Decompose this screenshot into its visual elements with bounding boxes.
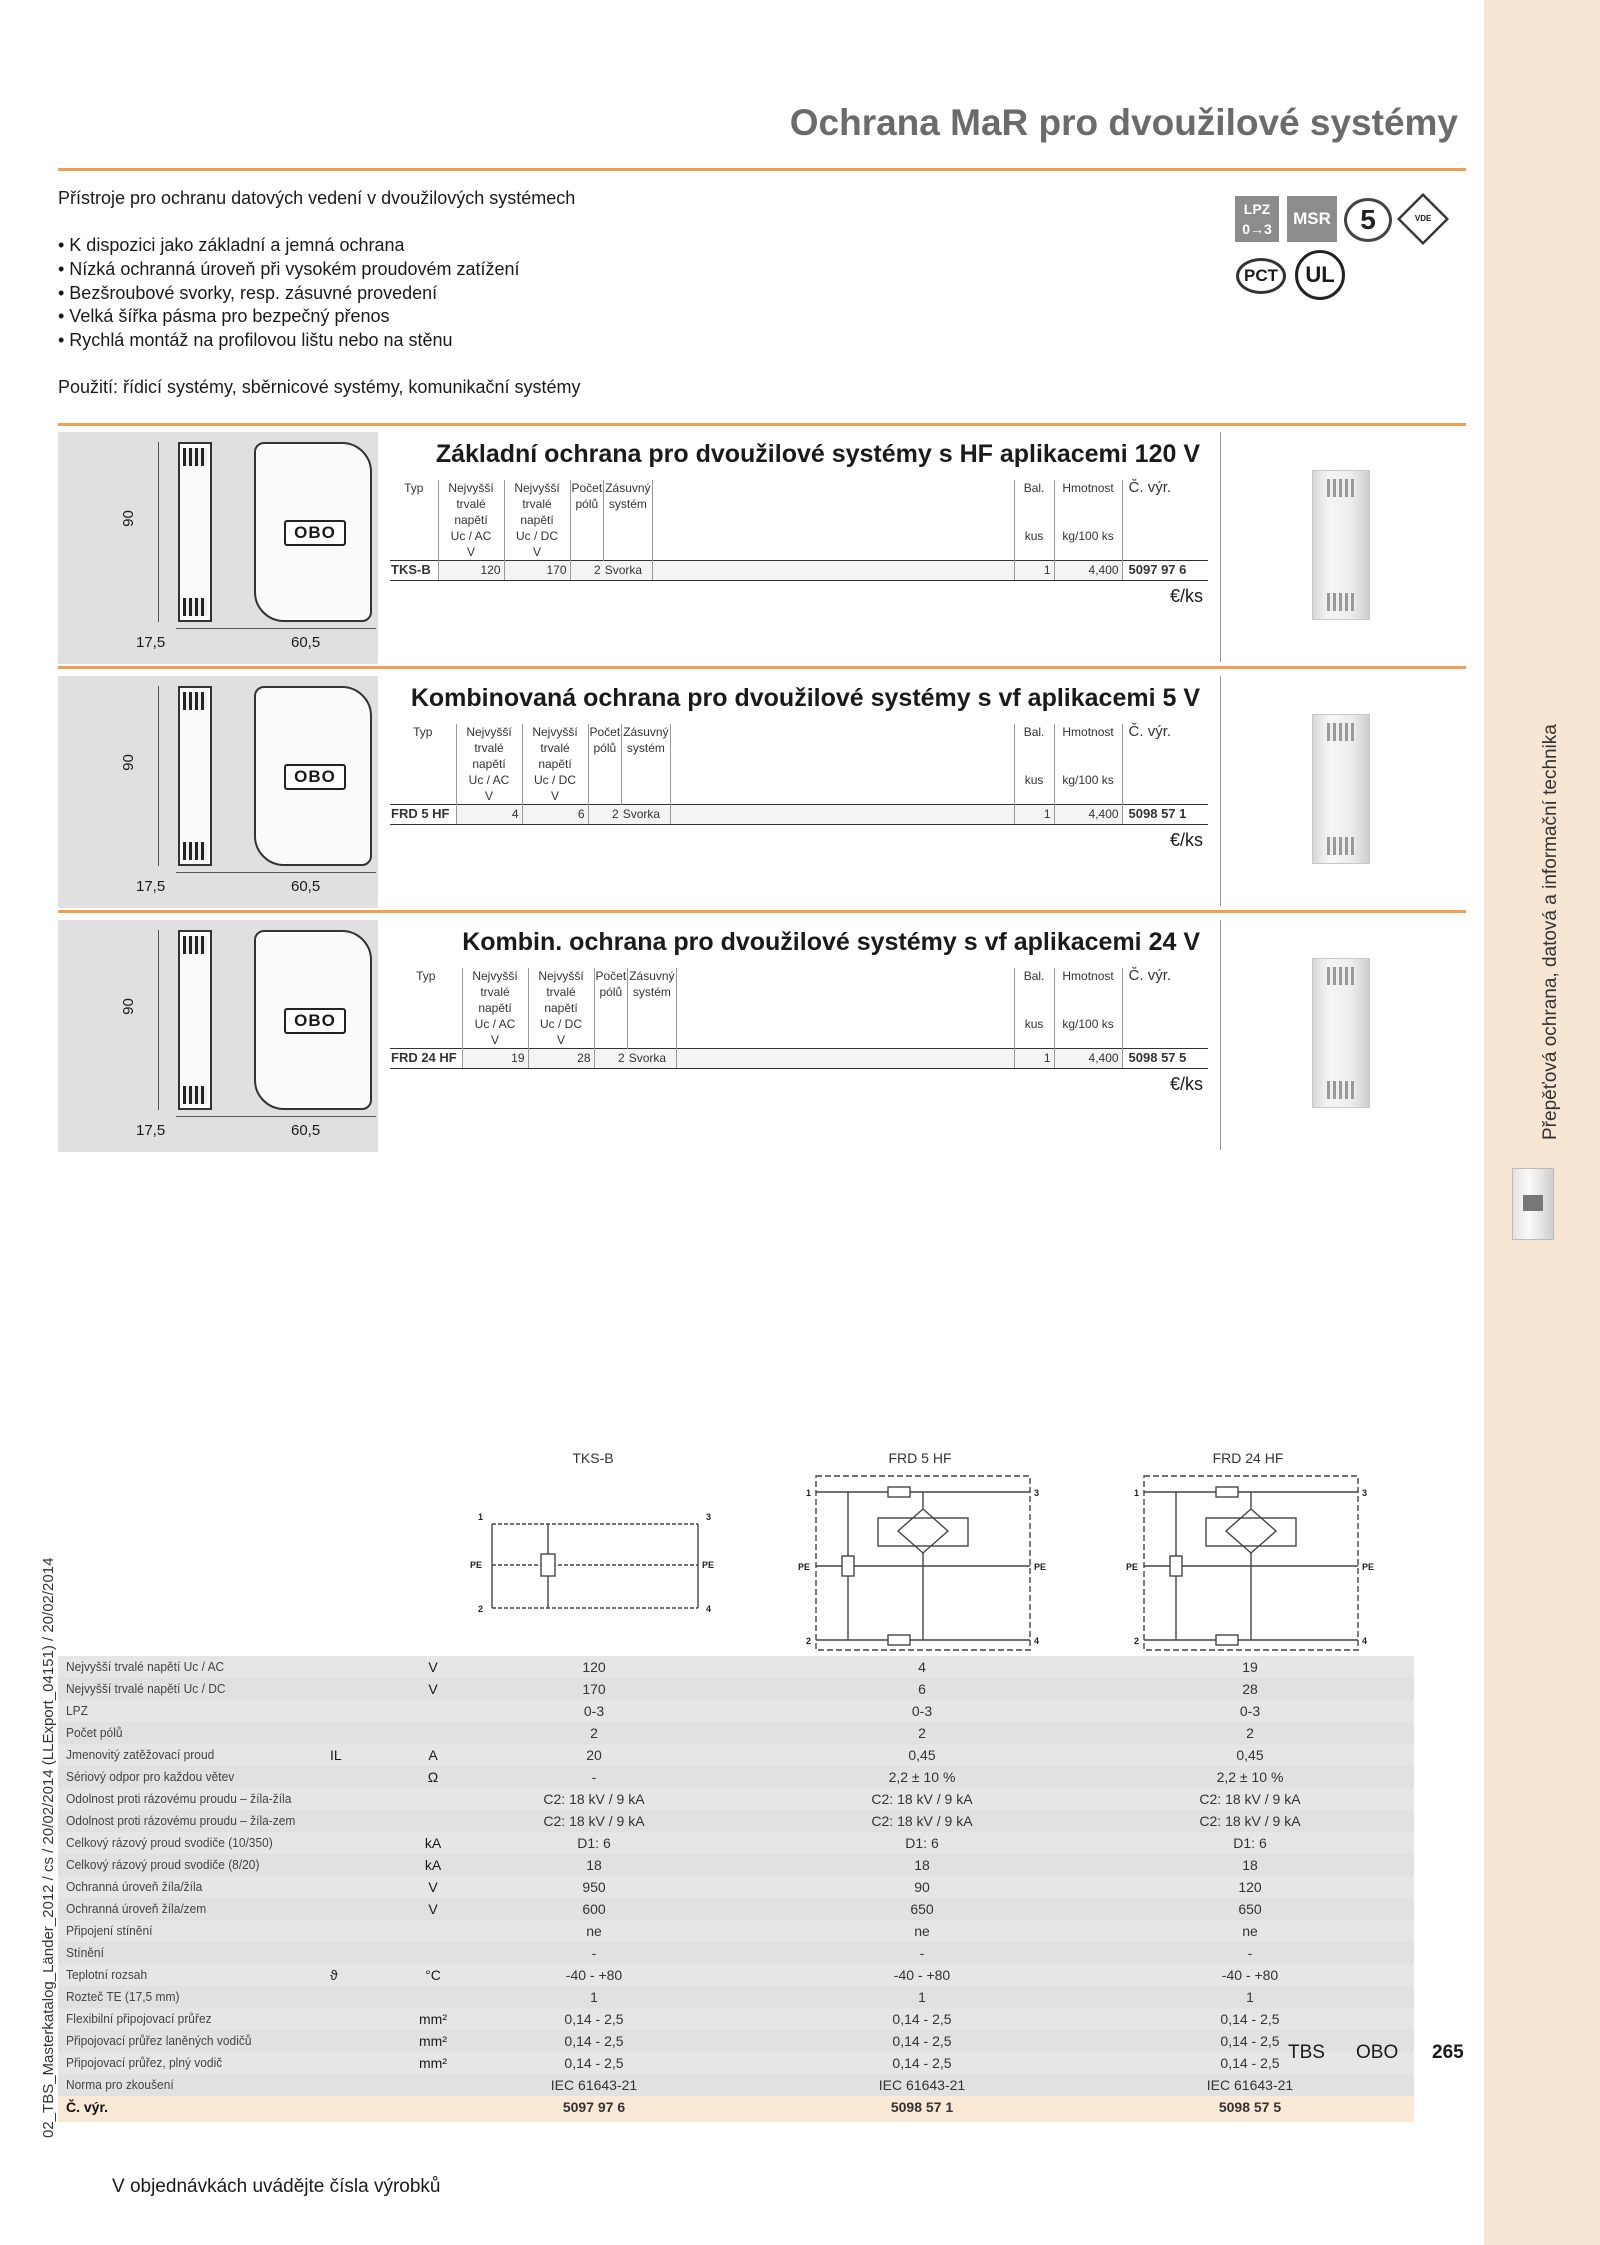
- spec-row: [58, 1986, 1414, 2008]
- column-divider: [1220, 920, 1221, 1150]
- spec-unit: kA: [424, 1835, 442, 1851]
- spec-row: [58, 1942, 1414, 1964]
- spec-value-frd-24-hf: 0,14 - 2,5: [1220, 2033, 1280, 2049]
- page-title: Ochrana MaR pro dvoužilové systémy: [789, 102, 1458, 143]
- spec-value-frd-5-hf: 650: [910, 1901, 934, 1917]
- spec-value-frd-5-hf: 5098 57 1: [890, 2099, 954, 2115]
- intro-bullet: • Nízká ochranná úroveň při vysokém proudovém zatížení: [58, 259, 520, 279]
- spec-label: Nejvyšší trvalé napětí Uc / DC: [66, 1681, 226, 1696]
- spec-value-frd-24-hf: 0,14 - 2,5: [1220, 2011, 1280, 2027]
- spec-label: LPZ: [66, 1703, 88, 1718]
- obo-logo: OBO: [284, 520, 346, 546]
- column-divider: [1220, 676, 1221, 906]
- spec-value-frd-5-hf: 6: [918, 1681, 926, 1697]
- spec-value-frd-24-hf: 650: [1238, 1901, 1262, 1917]
- price-unit: €/ks: [1170, 830, 1204, 850]
- spec-value-frd-5-hf: -: [919, 1945, 925, 1961]
- spec-label: Jmenovitý zatěžovací proud: [66, 1747, 215, 1762]
- spec-value-frd-5-hf: 2,2 ± 10 %: [888, 1769, 956, 1785]
- spec-unit: Ω: [427, 1769, 439, 1785]
- spec-value-tks-b: IEC 61643-21: [550, 2077, 638, 2093]
- spec-row: [58, 1722, 1414, 1744]
- spec-value-tks-b: 20: [586, 1747, 602, 1763]
- product-article-number: 5098 57 5: [1122, 1049, 1208, 1069]
- section-divider: [58, 423, 1466, 426]
- spec-value-frd-5-hf: 4: [918, 1659, 926, 1675]
- obo-logo: OBO: [284, 1008, 346, 1034]
- product-table: Typ Nejvyšší trvalé napětí Uc / AC V Nejvyšší trvalé napětí Uc / DC V Počet pólů Zásuvný systém Bal. kus Hmotnost kg/100 ks Č. výr. FRD 24 HF 19 28 2 Svorka 1 4,400 5098 57 5: [390, 968, 1208, 1069]
- spec-label: Nejvyšší trvalé napětí Uc / AC: [66, 1659, 225, 1674]
- spec-unit: A: [428, 1747, 438, 1763]
- dimension-drawing: 90 OBO 17,5 60,5: [58, 676, 378, 908]
- spec-value-frd-24-hf: C2: 18 kV / 9 kA: [1199, 1791, 1301, 1807]
- ul-mark-icon: UL: [1295, 250, 1345, 300]
- intro-bullet: • Rychlá montáž na profilovou lištu nebo na stěnu: [58, 330, 453, 350]
- intro-bullet: • K dispozici jako základní a jemná ochrana: [58, 235, 405, 255]
- spec-label: Celkový rázový proud svodiče (8/20): [66, 1857, 260, 1872]
- spec-value-frd-24-hf: 0,45: [1236, 1747, 1264, 1763]
- spec-value-tks-b: 18: [586, 1857, 602, 1873]
- side-chapter-label: Přepěťová ochrana, datová a informační technika: [1540, 724, 1561, 1140]
- spec-value-frd-5-hf: IEC 61643-21: [878, 2077, 966, 2093]
- spec-unit: mm²: [419, 2011, 447, 2027]
- spec-value-frd-5-hf: C2: 18 kV / 9 kA: [871, 1813, 973, 1829]
- product-table: Typ Nejvyšší trvalé napětí Uc / AC V Nejvyšší trvalé napětí Uc / DC V Počet pólů Zásuvný systém Bal. kus Hmotnost kg/100 ks Č. výr. TKS-B 120 170 2 Svorka 1 4,400 5097 97 6: [390, 480, 1208, 581]
- spec-row: [58, 1854, 1414, 1876]
- spec-row: [58, 2096, 1414, 2122]
- spec-label: Rozteč TE (17,5 mm): [66, 1989, 180, 2004]
- spec-value-tks-b: -: [591, 1769, 597, 1785]
- spec-value-frd-24-hf: IEC 61643-21: [1206, 2077, 1294, 2093]
- spec-value-tks-b: C2: 18 kV / 9 kA: [543, 1813, 645, 1829]
- intro-bullet: • Bezšroubové svorky, resp. zásuvné provedení: [58, 283, 438, 303]
- spec-value-frd-24-hf: -40 - +80: [1221, 1967, 1279, 1983]
- spec-value-tks-b: 600: [582, 1901, 606, 1917]
- spec-value-tks-b: 5097 97 6: [562, 2099, 626, 2115]
- svg-text:PE: PE: [1034, 1562, 1047, 1572]
- spec-label: Stínění: [66, 1945, 104, 1960]
- spec-value-frd-5-hf: 0,45: [908, 1747, 936, 1763]
- diagram-label: TKS-B: [572, 1450, 614, 1466]
- spec-value-tks-b: 0,14 - 2,5: [564, 2033, 624, 2049]
- spec-label: Ochranná úroveň žíla/žíla: [66, 1879, 203, 1894]
- spec-symbol: ϑ: [330, 1967, 338, 1983]
- dimension-drawing: 90 OBO 17,5 60,5: [58, 920, 378, 1152]
- spec-label: Teplotní rozsah: [66, 1967, 148, 1982]
- spec-label: Sériový odpor pro každou větev: [66, 1769, 235, 1784]
- intro-bullet: • Velká šířka pásma pro bezpečný přenos: [58, 306, 390, 326]
- spec-value-frd-5-hf: C2: 18 kV / 9 kA: [871, 1791, 973, 1807]
- svg-text:PE: PE: [1126, 1562, 1139, 1572]
- spec-label: Odolnost proti rázovému proudu – žíla-zem: [66, 1813, 296, 1828]
- price-unit: €/ks: [1170, 586, 1204, 606]
- spec-value-frd-24-hf: D1: 6: [1233, 1835, 1267, 1851]
- spec-value-tks-b: 120: [582, 1659, 606, 1675]
- svg-text:3: 3: [1034, 1488, 1040, 1498]
- spec-value-frd-24-hf: 0-3: [1239, 1703, 1261, 1719]
- spec-value-frd-24-hf: 0,14 - 2,5: [1220, 2055, 1280, 2071]
- spec-label: Celkový rázový proud svodiče (10/350): [66, 1835, 273, 1850]
- product-article-number: 5097 97 6: [1122, 561, 1208, 581]
- spec-label: Flexibilní připojovací průřez: [66, 2011, 212, 2026]
- product-photo: [1312, 714, 1370, 864]
- spec-label: Norma pro zkoušení: [66, 2077, 174, 2092]
- product-type: TKS-B: [390, 561, 438, 581]
- spec-value-frd-5-hf: 18: [914, 1857, 930, 1873]
- footer-obo: OBO: [1356, 2042, 1399, 2063]
- spec-label: Odolnost proti rázovému proudu – žíla-žíla: [66, 1791, 292, 1806]
- svg-text:PE: PE: [798, 1562, 811, 1572]
- spec-value-frd-5-hf: 0,14 - 2,5: [892, 2055, 952, 2071]
- spec-value-frd-5-hf: 0,14 - 2,5: [892, 2011, 952, 2027]
- pe-label: PE: [470, 1560, 483, 1570]
- pin-label: 4: [706, 1604, 712, 1614]
- frd-5-hf-circuit-diagram: [798, 1474, 1048, 1654]
- spec-row: [58, 1810, 1414, 1832]
- spec-label: Připojovací průřez laněných vodičů: [66, 2033, 252, 2048]
- spec-value-tks-b: 1: [590, 1989, 598, 2005]
- spec-row: [58, 2074, 1414, 2096]
- product-photo: [1312, 958, 1370, 1108]
- spec-row: [58, 1700, 1414, 1722]
- page-number: 265: [1432, 2042, 1464, 2063]
- svg-text:1: 1: [806, 1488, 812, 1498]
- pin-label: 1: [478, 1512, 484, 1522]
- spec-value-tks-b: -: [591, 1945, 597, 1961]
- price-unit: €/ks: [1170, 1074, 1204, 1094]
- spec-unit: V: [428, 1879, 438, 1895]
- module-front-view: [178, 442, 212, 622]
- spec-unit: V: [428, 1681, 438, 1697]
- product-article-number: 5098 57 1: [1122, 805, 1208, 825]
- side-product-thumbnail: [1512, 1168, 1554, 1240]
- footer-note: V objednávkách uvádějte čísla výrobků: [112, 2176, 441, 2197]
- section-divider: [58, 910, 1466, 913]
- pin-label: 2: [478, 1604, 484, 1614]
- svg-text:1: 1: [1134, 1488, 1140, 1498]
- spec-symbol: IL: [330, 1747, 342, 1763]
- technical-data-table: [58, 1656, 1414, 2122]
- spec-value-frd-24-hf: 19: [1242, 1659, 1258, 1675]
- spec-value-frd-24-hf: 2: [1246, 1725, 1254, 1741]
- spec-value-frd-24-hf: ne: [1242, 1923, 1258, 1939]
- spec-label: Počet pólů: [66, 1725, 123, 1740]
- spec-row: [58, 1920, 1414, 1942]
- spec-value-frd-5-hf: 2: [918, 1725, 926, 1741]
- spec-value-frd-5-hf: 0-3: [911, 1703, 933, 1719]
- spec-label: Připojení stínění: [66, 1923, 153, 1938]
- spec-unit: mm²: [419, 2033, 447, 2049]
- spec-row: [58, 1898, 1414, 1920]
- spec-value-frd-5-hf: 90: [914, 1879, 930, 1895]
- module-front-view: [178, 686, 212, 866]
- obo-logo: OBO: [284, 764, 346, 790]
- spec-value-tks-b: -40 - +80: [565, 1967, 623, 1983]
- spec-value-tks-b: 0,14 - 2,5: [564, 2011, 624, 2027]
- spec-unit: kA: [424, 1857, 442, 1873]
- spec-row: [58, 2008, 1414, 2030]
- spec-value-tks-b: 0-3: [583, 1703, 605, 1719]
- svg-text:2: 2: [1134, 1636, 1140, 1646]
- spec-value-tks-b: ne: [586, 1923, 602, 1939]
- spec-value-tks-b: 950: [582, 1879, 606, 1895]
- spec-row: [58, 1788, 1414, 1810]
- spec-unit: V: [428, 1901, 438, 1917]
- spec-value-frd-5-hf: -40 - +80: [893, 1967, 951, 1983]
- frd-24-hf-circuit-diagram: [1126, 1474, 1376, 1654]
- spec-value-frd-5-hf: ne: [914, 1923, 930, 1939]
- spec-value-frd-24-hf: 1: [1246, 1989, 1254, 2005]
- spec-row: [58, 2030, 1414, 2052]
- spec-unit: mm²: [419, 2055, 447, 2071]
- title-divider: [58, 168, 1466, 171]
- msr-badge: MSR: [1287, 196, 1337, 242]
- column-divider: [1220, 432, 1221, 662]
- section-divider: [58, 666, 1466, 669]
- spec-value-frd-24-hf: 2,2 ± 10 %: [1216, 1769, 1284, 1785]
- module-front-view: [178, 930, 212, 1110]
- product-title: Kombin. ochrana pro dvoužilové systémy s vf aplikacemi 24 V: [462, 928, 1200, 956]
- spec-value-tks-b: D1: 6: [577, 1835, 611, 1851]
- dimension-drawing: 90 OBO 17,5 60,5: [58, 432, 378, 664]
- spec-unit: °C: [425, 1967, 441, 1983]
- intro-usage: Použití: řídicí systémy, sběrnicové systémy, komunikační systémy: [58, 377, 581, 397]
- vde-mark-icon: VDE: [1397, 193, 1449, 245]
- five-year-guarantee-icon: 5: [1344, 198, 1392, 242]
- svg-text:3: 3: [1362, 1488, 1368, 1498]
- pe-label: PE: [702, 1560, 715, 1570]
- product-title: Kombinovaná ochrana pro dvoužilové systémy s vf aplikacemi 5 V: [410, 684, 1200, 712]
- product-type: FRD 5 HF: [390, 805, 456, 825]
- spec-label: Č. výr.: [66, 2099, 109, 2115]
- spec-value-tks-b: 2: [590, 1725, 598, 1741]
- spec-value-tks-b: 0,14 - 2,5: [564, 2055, 624, 2071]
- spec-value-frd-24-hf: -: [1247, 1945, 1253, 1961]
- spec-label: Připojovací průřez, plný vodič: [66, 2055, 223, 2070]
- spec-row: [58, 2052, 1414, 2074]
- spec-value-frd-24-hf: 28: [1242, 1681, 1258, 1697]
- svg-text:PE: PE: [1362, 1562, 1375, 1572]
- spec-value-frd-24-hf: 5098 57 5: [1218, 2099, 1282, 2115]
- svg-text:4: 4: [1362, 1636, 1368, 1646]
- spec-value-frd-5-hf: 1: [918, 1989, 926, 2005]
- spec-value-frd-24-hf: C2: 18 kV / 9 kA: [1199, 1813, 1301, 1829]
- svg-text:2: 2: [806, 1636, 812, 1646]
- lpz-badge: LPZ 0→3: [1235, 196, 1279, 242]
- spec-label: Ochranná úroveň žíla/zem: [66, 1901, 207, 1916]
- product-type: FRD 24 HF: [390, 1049, 462, 1069]
- intro-lead: Přístroje pro ochranu datových vedení v dvoužilových systémech: [58, 188, 576, 208]
- spec-row: [58, 1656, 1414, 1678]
- pin-label: 3: [706, 1512, 712, 1522]
- diagram-label: FRD 5 HF: [888, 1450, 952, 1466]
- pct-mark-icon: PCT: [1236, 258, 1286, 294]
- spec-row: [58, 1964, 1414, 1986]
- svg-text:4: 4: [1034, 1636, 1040, 1646]
- spec-value-frd-5-hf: D1: 6: [905, 1835, 939, 1851]
- footer-document-id: 02_TBS_Masterkatalog_Länder_2012 / cs / 20/02/2014 (LLExport_04151) / 20/02/2014: [40, 1557, 57, 2138]
- diagram-label: FRD 24 HF: [1212, 1450, 1284, 1466]
- tks-b-circuit-diagram: [470, 1498, 720, 1628]
- spec-row: [58, 1832, 1414, 1854]
- spec-value-frd-24-hf: 120: [1238, 1879, 1262, 1895]
- spec-row: [58, 1744, 1414, 1766]
- spec-value-tks-b: C2: 18 kV / 9 kA: [543, 1791, 645, 1807]
- spec-row: [58, 1766, 1414, 1788]
- spec-row: [58, 1876, 1414, 1898]
- spec-row: [58, 1678, 1414, 1700]
- product-title: Základní ochrana pro dvoužilové systémy s HF aplikacemi 120 V: [435, 440, 1200, 468]
- footer-tbs: TBS: [1288, 2042, 1325, 2063]
- product-table: Typ Nejvyšší trvalé napětí Uc / AC V Nejvyšší trvalé napětí Uc / DC V Počet pólů Zásuvný systém Bal. kus Hmotnost kg/100 ks Č. výr. FRD 5 HF 4 6 2 Svorka 1 4,400 5098 57 1: [390, 724, 1208, 825]
- spec-value-tks-b: 170: [582, 1681, 606, 1697]
- spec-unit: V: [428, 1659, 438, 1675]
- product-photo: [1312, 470, 1370, 620]
- spec-value-frd-5-hf: 0,14 - 2,5: [892, 2033, 952, 2049]
- spec-value-frd-24-hf: 18: [1242, 1857, 1258, 1873]
